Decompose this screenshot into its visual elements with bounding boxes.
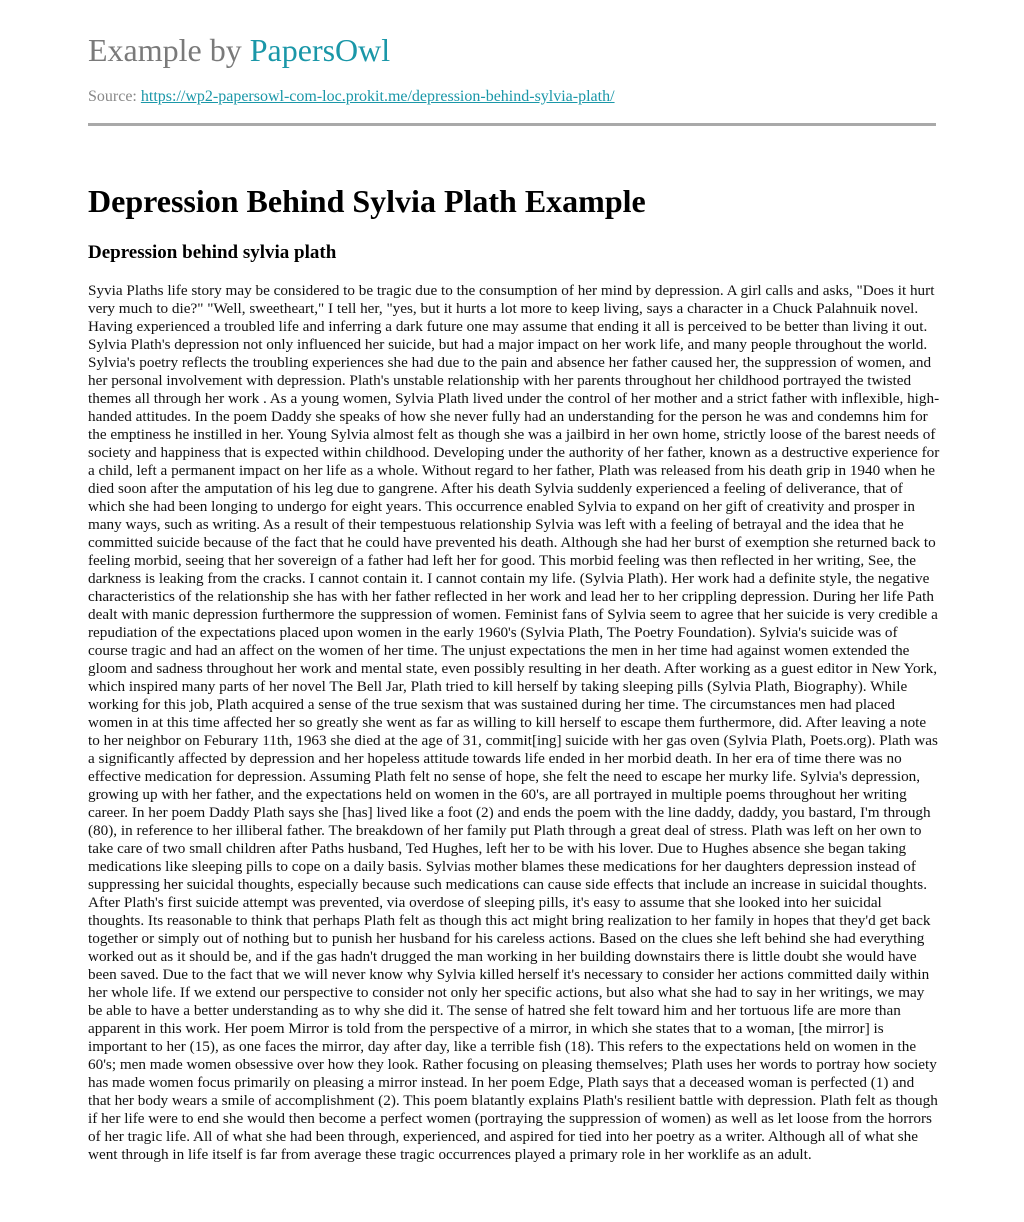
document-page xyxy=(88,0,938,1164)
source-line xyxy=(88,87,938,107)
document-title: Depression Behind Sylvia Plath Example xyxy=(88,183,646,219)
document-subtitle: Depression behind sylvia plath xyxy=(88,242,337,263)
brand-prefix: Example by xyxy=(88,32,250,68)
source-label: Source: xyxy=(88,88,141,105)
source-link[interactable]: https://wp2-papersowl-com-loc.prokit.me/depression-behind-sylvia-plath/ xyxy=(140,88,615,105)
brand-name[interactable]: PapersOwl xyxy=(249,32,391,68)
header-divider xyxy=(88,123,936,126)
document-body: Syvia Plaths life story may be considered to be tragic due to the consumption of her mind by depression. A girl calls and asks, "Does it hurt very much to die?" "Well, sweetheart," I tell her, "yes, but it hurts a lot more to keep living, says a character in a Chuck Palahnuik novel. Having experienced a troubled life and inferring a dark future one may assume that ending it all is perceived to be better than living it out. Sylvia Plath's depression not only influenced her suicide, but had a major impact on her work life, and many people throughout the world. Sylvia's poetry reflects the troubling experiences she had due to the pain and absence her father caused her, the suppression of women, and her personal involvement with depression. Plath's unstable relationship with her parents throughout her childhood portrayed the twisted themes all through her work . As a young women, Sylvia Plath lived under the control of her mother and a strict father with inflexible, high-handed attitudes. In the poem Daddy she speaks of how she never fully had an understanding for the person he was and condemns him for the emptiness he instilled in her. Young Sylvia almost felt as though she was a jailbird in her own home, strictly loose of the barest needs of society and happiness that is expected within childhood. Developing under the authority of her father, known as a destructive experience for a child, left a permanent impact on her life as a whole. Without regard to her father, Plath was released from his death grip in 1940 when he died soon after the amputation of his leg due to gangrene. After his death Sylvia suddenly experienced a feeling of deliverance, that of which she had been longing to undergo for eight years. This occurrence enabled Sylvia to expand on her gift of creativity and prosper in many ways, such as writing. As a result of their tempestuous relationship Sylvia was left with a feeling of betrayal and the idea that he committed suicide because of the fact that he could have prevented his death. Although she had her burst of exemption she returned back to feeling morbid, seeing that her sovereign of a father had left her for good. This morbid feeling was then reflected in her writing, See, the darkness is leaking from the cracks. I cannot contain it. I cannot contain my life. (Sylvia Plath). Her work had a definite style, the negative characteristics of the relationship she has with her father reflected in her work and lead her to her crippling depression. During her life Path dealt with manic depression furthermore the suppression of women. Feminist fans of Sylvia seem to agree that her suicide is very credible a repudiation of the expectations placed upon women in the early 1960's (Sylvia Plath, The Poetry Foundation). Sylvia's suicide was of course tragic and had an affect on the women of her time. The unjust expectations the men in her time had against women extended the gloom and sadness throughout her work and mental state, even possibly resulting in her death. After working as a guest editor in New York, which inspired many parts of her novel The Bell Jar, Plath tried to kill herself by taking sleeping pills (Sylvia Plath, Biography). While working for this job, Plath acquired a sense of the true sexism that was sustained during her time. The circumstances men had placed women in at this time affected her so greatly she went as far as willing to kill herself to escape them furthermore, did. After leaving a note to her neighbor on Feburary 11th, 1963 she died at the age of 31, commit[ing] suicide with her gas oven (Sylvia Plath, Poets.org). Plath was a significantly affected by depression and her hopeless attitude towards life ended in her morbid death. In her era of time there was no effective medication for depression. Assuming Plath felt no sense of hope, she felt the need to escape her murky life. Sylvia's depression, growing up with her father, and the expectations held on women in the 60's, are all portrayed in multiple poems throughout her writing career. In her poem Daddy Plath says she [has] lived like a foot (2) and ends the poem with the line daddy, daddy, you bastard, I'm through (80), in reference to her illiberal father. The breakdown of her family put Plath through a great deal of stress. Plath was left on her own to take care of two small children after Paths husband, Ted Hughes, left her to be with his lover. Due to Hughes absence she began taking medications like sleeping pills to cope on a daily basis. Sylvias mother blames these medications for her daughters depression instead of suppressing her suicidal thoughts, especially because such medications can cause side effects that include an increase in suicidal thoughts. After Plath's first suicide attempt was prevented, via overdose of sleeping pills, it's easy to assume that she looked into her suicidal thoughts. Its reasonable to think that perhaps Plath felt as though this act might bring realization to her family in hopes that they'd get back together or simply out of nothing but to punish her husband for his careless actions. Based on the clues she left behind she had everything worked out as it should be, and if the gas hadn't drugged the man working in her building downstairs there is little doubt she would have been saved. Due to the fact that we will never know why Sylvia killed herself it's necessary to consider her actions committed daily within her whole life. If we extend our perspective to consider not only her specific actions, but also what she had to say in her writings, we may be able to have a better understanding as to why she did it. The sense of hatred she felt toward him and her tortuous life are more than apparent in this work. Her poem Mirror is told from the perspective of a mirror, in which she states that to a woman, [the mirror] is important to her (15), as one faces the mirror, day after day, like a terrible fish (18). This refers to the expectations held on women in the 60's; men made women obsessive over how they look. Rather focusing on pleasing themselves; Plath uses her words to portray how society has made women focus primarily on pleasing a mirror instead. In her poem Edge, Plath says that a deceased woman is perfected (1) and that her body wears a smile of accomplishment (2). This poem blatantly explains Plath's resilient battle with depression. Plath felt as though if her life were to end she would then become a perfect women (portraying the suppression of women) as well as let loose from the horrors of her tragic life. All of what she had been through, experienced, and aspired for tied into her poetry as a writer. Although all of what she went through in life itself is far from average these tragic occurrences played a primary role in her worklife as an adult. xyxy=(88,282,940,1163)
site-brand xyxy=(88,0,938,70)
